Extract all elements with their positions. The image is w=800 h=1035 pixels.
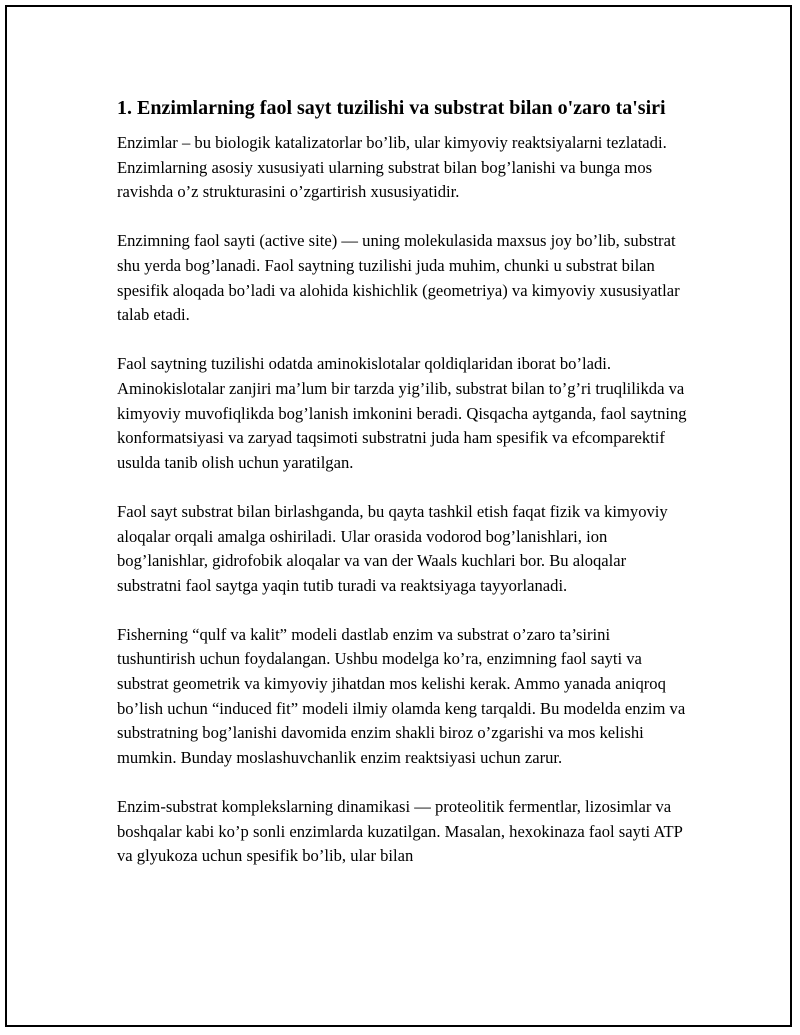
section-title: 1. Enzimlarning faol sayt tuzilishi va substrat bilan o'zaro ta'siri	[117, 97, 666, 119]
paragraph-active-site-structure: Faol saytning tuzilishi odatda aminokislotalar qoldiqlaridan iborat bo’ladi. Aminokislotalar zanjiri ma’lum bir tarzda yig’ilib, substrat bilan to’g’ri truqlilikda va kimyoviy muvofiqlikda bog’lanish imkonini beradi. Qisqacha aytganda, faol saytning konformatsiyasi va zaryad taqsimoti substratni juda ham spesifik va efcomparektif usulda tanib olish uchun yaratilgan.	[117, 354, 687, 472]
paragraph-lock-and-key-model: Fisherning “qulf va kalit” modeli dastlab enzim va substrat o’zaro ta’sirini tushuntirish uchun foydalangan. Ushbu modelga ko’ra, enzimning faol sayti va substrat geometrik va kimyoviy jihatdan mos kelishi kerak. Ammo yanada aniqroq bo’lish uchun “induced fit” modeli ilmiy olamda keng tarqaldi. Bu modelda enzim va substratning bog’lanishi davomida enzim shakli biroz o’zgarishi va mos kelishi mumkin. Bunday moslashuvchanlik enzim reaktsiyasi uchun zarur.	[117, 624, 686, 767]
paragraph-enzymes-intro: Enzimlar – bu biologik katalizatorlar bo’lib, ular kimyoviy reaktsiyalarni tezlatadi. Enzimlarning asosiy xususiyati ularning substrat bilan bog’lanishi va bunga mos ravishda o’z strukturasini o’zgartirish xususiyatidir.	[117, 133, 667, 202]
paragraph-active-site: Enzimning faol sayti (active site) — uning molekulasida maxsus joy bo’lib, substrat shu yerda bog’lanadi. Faol saytning tuzilishi juda muhim, chunki u substrat bilan spesifik aloqada bo’ladi va alohida kishichlik (geometriya) va kimyoviy xususiyatlar talab etadi.	[117, 231, 680, 325]
paragraph-binding-interactions: Faol sayt substrat bilan birlashganda, bu qayta tashkil etish faqat fizik va kimyoviy aloqalar orqali amalga oshiriladi. Ular orasida vodorod bog’lanishlari, ion bog’lanishlar, gidrofobik aloqalar va van der Waals kuchlari bor. Bu aloqalar substratni faol saytga yaqin tutib turadi va reaktsiyaga tayyorlanadi.	[117, 501, 668, 595]
document-body	[117, 92, 692, 893]
paragraph-complex-dynamics: Enzim-substrat komplekslarning dinamikasi — proteolitik fermentlar, lizosimlar va boshqalar kabi ko’p sonli enzimlarda kuzatilgan. Masalan, hexokinaza faol sayti ATP va glyukoza uchun spesifik bo’lib, ular bilan	[117, 797, 683, 866]
